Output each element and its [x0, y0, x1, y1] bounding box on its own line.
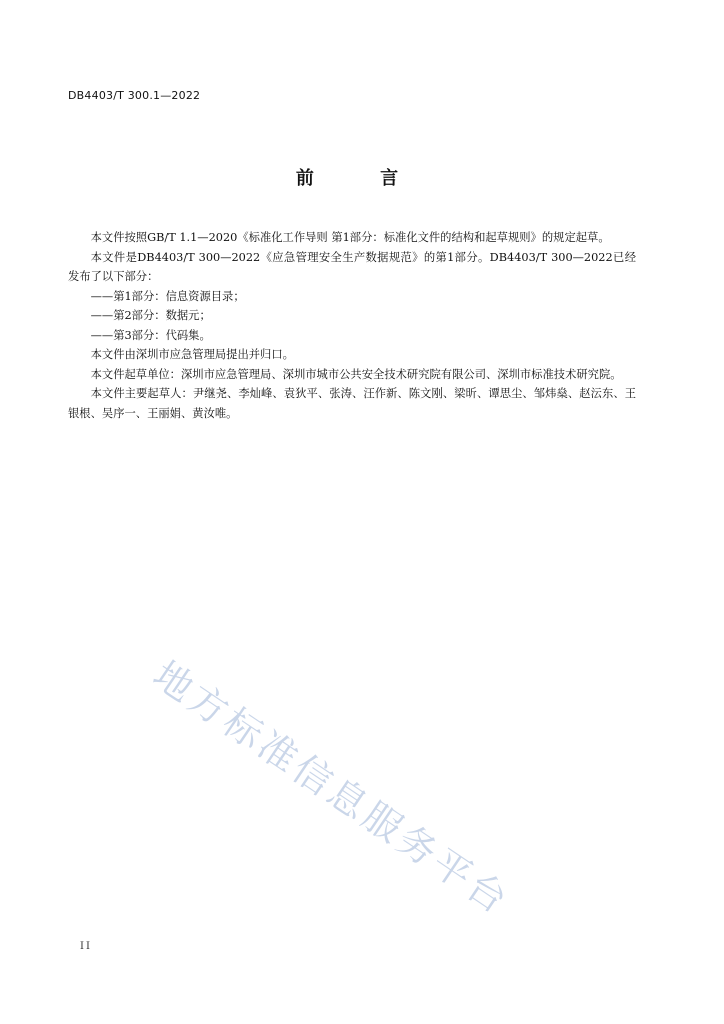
paragraph-drafters: 本文件主要起草人：尹继尧、李灿峰、袁狄平、张涛、汪作新、陈文刚、梁昕、谭思尘、邹炜燊、赵沄东、王银根、吴序一、王丽娟、黄汝唯。 [68, 387, 636, 420]
paragraph-proposer: 本文件由深圳市应急管理局提出并归口。 [90, 348, 294, 361]
section-title: 前 言 [295, 168, 429, 189]
paragraph-part-statement: 本文件是DB4403/T 300—2022《应急管理安全生产数据规范》的第1部分。DB4403/T 300—2022已经发布了以下部分： [68, 250, 636, 283]
foreword-body [68, 228, 636, 423]
paragraph-drafting-units: 本文件起草单位：深圳市应急管理局、深圳市城市公共安全技术研究院有限公司、深圳市标准技术研究院。 [90, 367, 622, 381]
page-number: II [80, 941, 92, 952]
paragraph-drafting-basis: 本文件按照GB/T 1.1—2020《标准化工作导则 第1部分：标准化文件的结构和起草规则》的规定起草。 [90, 231, 610, 244]
document-code: DB4403/T 300.1—2022 [68, 89, 201, 102]
watermark: 地方标准信息服务平台 [145, 652, 519, 924]
list-item-part3: ——第3部分：代码集。 [90, 328, 211, 342]
list-item-part1: ——第1部分：信息资源目录； [90, 289, 245, 303]
list-item-part2: ——第2部分：数据元； [90, 309, 211, 322]
